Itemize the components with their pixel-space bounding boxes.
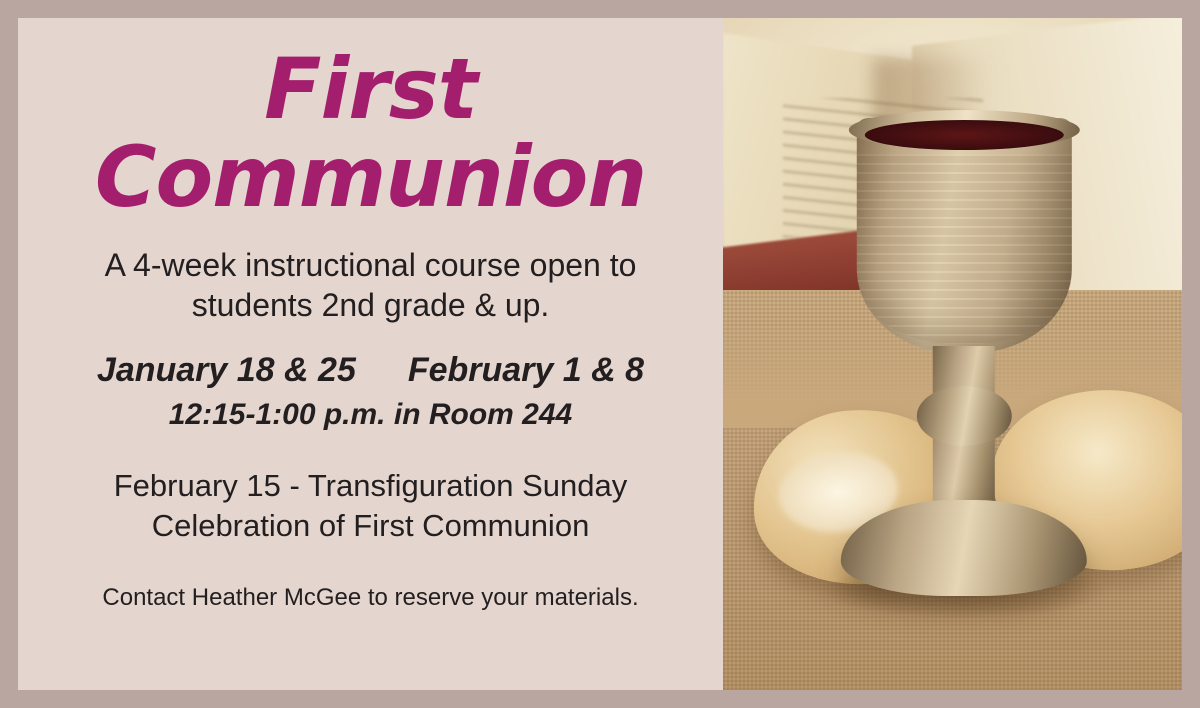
flyer-inner [18, 18, 1182, 690]
flyer-title-line-1: First [264, 40, 477, 138]
flyer-subtitle: A 4-week instructional course open to students 2nd grade & up. [104, 246, 637, 323]
course-date-1: January 18 & 25 [96, 350, 356, 389]
course-dates [97, 351, 644, 390]
flyer-title-line-2: Communion [94, 128, 647, 227]
chalice-foot [840, 500, 1086, 596]
chalice-cup-rings [856, 154, 1071, 344]
wine [864, 120, 1063, 150]
communion-photo [723, 18, 1182, 690]
celebration-line-1: February 15 - Transfiguration Sunday [113, 467, 628, 503]
chalice [828, 118, 1098, 638]
celebration-line-2: Celebration of First Communion [151, 507, 590, 543]
text-panel [18, 18, 723, 690]
chalice-knop [916, 386, 1011, 446]
celebration-block [114, 466, 628, 547]
course-date-2: February 1 & 8 [407, 350, 645, 389]
course-time-location: 12:15-1:00 p.m. in Room 244 [168, 397, 573, 431]
contact-line: Contact Heather McGee to reserve your materials. [102, 584, 639, 612]
